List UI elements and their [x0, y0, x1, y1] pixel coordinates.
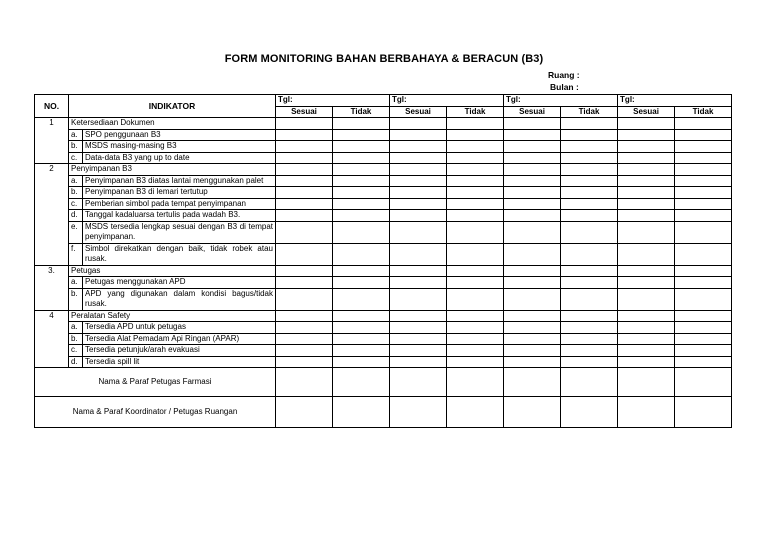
item-letter: b. [69, 333, 83, 345]
signature-cell[interactable] [561, 397, 618, 428]
check-cell[interactable] [561, 322, 618, 334]
check-cell[interactable] [390, 243, 447, 265]
date-header-3: Tgl: [504, 95, 618, 107]
check-cell[interactable] [276, 265, 333, 277]
check-cell[interactable] [504, 322, 561, 334]
item-text: Petugas menggunakan APD [83, 277, 276, 289]
indicator-item-row [35, 210, 732, 222]
item-letter: a. [69, 129, 83, 141]
check-cell[interactable] [618, 310, 675, 322]
check-cell[interactable] [276, 356, 333, 368]
check-cell[interactable] [447, 118, 504, 130]
check-cell[interactable] [561, 356, 618, 368]
tidak-header: Tidak [447, 106, 504, 118]
tidak-header: Tidak [333, 106, 390, 118]
check-cell[interactable] [447, 187, 504, 199]
date-header-2: Tgl: [390, 95, 504, 107]
signature-cell[interactable] [675, 368, 732, 397]
check-cell[interactable] [561, 345, 618, 357]
check-cell[interactable] [390, 277, 447, 289]
check-cell[interactable] [561, 187, 618, 199]
check-cell[interactable] [333, 187, 390, 199]
check-cell[interactable] [504, 243, 561, 265]
check-cell[interactable] [675, 310, 732, 322]
check-cell[interactable] [333, 243, 390, 265]
check-cell[interactable] [561, 175, 618, 187]
check-cell[interactable] [390, 210, 447, 222]
check-cell[interactable] [561, 288, 618, 310]
item-text: Penyimpanan B3 diatas lantai menggunakan palet [83, 175, 276, 187]
indicator-item-row [35, 322, 732, 334]
check-cell[interactable] [276, 187, 333, 199]
item-letter: b. [69, 187, 83, 199]
check-cell[interactable] [333, 210, 390, 222]
indicator-item-row [35, 129, 732, 141]
check-cell[interactable] [504, 333, 561, 345]
check-cell[interactable] [333, 356, 390, 368]
indicator-item-row [35, 141, 732, 153]
check-cell[interactable] [333, 129, 390, 141]
check-cell[interactable] [561, 333, 618, 345]
signature-cell[interactable] [390, 397, 447, 428]
check-cell[interactable] [390, 187, 447, 199]
check-cell[interactable] [447, 221, 504, 243]
item-text: Data-data B3 yang up to date [83, 152, 276, 164]
check-cell[interactable] [333, 141, 390, 153]
check-cell[interactable] [504, 288, 561, 310]
check-cell[interactable] [276, 345, 333, 357]
group-number: 1 [35, 118, 69, 164]
check-cell[interactable] [675, 152, 732, 164]
check-cell[interactable] [675, 265, 732, 277]
check-cell[interactable] [675, 288, 732, 310]
check-cell[interactable] [333, 221, 390, 243]
check-cell[interactable] [276, 152, 333, 164]
signature-cell[interactable] [276, 368, 333, 397]
check-cell[interactable] [561, 198, 618, 210]
item-letter: a. [69, 322, 83, 334]
check-cell[interactable] [447, 129, 504, 141]
check-cell[interactable] [675, 175, 732, 187]
check-cell[interactable] [504, 210, 561, 222]
indicator-item-row [35, 198, 732, 210]
check-cell[interactable] [618, 356, 675, 368]
check-cell[interactable] [561, 310, 618, 322]
check-cell[interactable] [390, 164, 447, 176]
group-number: 2 [35, 164, 69, 266]
check-cell[interactable] [390, 310, 447, 322]
check-cell[interactable] [675, 210, 732, 222]
check-cell[interactable] [504, 310, 561, 322]
check-cell[interactable] [333, 164, 390, 176]
check-cell[interactable] [618, 175, 675, 187]
check-cell[interactable] [447, 322, 504, 334]
footer-petugas-farmasi: Nama & Paraf Petugas Farmasi [35, 368, 276, 397]
indicator-item-row [35, 152, 732, 164]
check-cell[interactable] [675, 141, 732, 153]
check-cell[interactable] [675, 164, 732, 176]
check-cell[interactable] [618, 265, 675, 277]
check-cell[interactable] [504, 221, 561, 243]
indicator-item-row [35, 345, 732, 357]
check-cell[interactable] [447, 310, 504, 322]
sesuai-header: Sesuai [276, 106, 333, 118]
check-cell[interactable] [675, 345, 732, 357]
check-cell[interactable] [561, 221, 618, 243]
check-cell[interactable] [447, 152, 504, 164]
check-cell[interactable] [276, 277, 333, 289]
check-cell[interactable] [675, 129, 732, 141]
check-cell[interactable] [618, 221, 675, 243]
check-cell[interactable] [447, 164, 504, 176]
check-cell[interactable] [333, 198, 390, 210]
form-title: FORM MONITORING BAHAN BERBAHAYA & BERACUN (B3) [224, 53, 544, 65]
signature-cell[interactable] [390, 368, 447, 397]
check-cell[interactable] [504, 118, 561, 130]
check-cell[interactable] [276, 310, 333, 322]
check-cell[interactable] [276, 243, 333, 265]
check-cell[interactable] [447, 333, 504, 345]
signature-cell[interactable] [504, 368, 561, 397]
check-cell[interactable] [447, 345, 504, 357]
group-title: Ketersediaan Dokumen [69, 118, 276, 130]
check-cell[interactable] [618, 198, 675, 210]
check-cell[interactable] [504, 198, 561, 210]
item-letter: a. [69, 175, 83, 187]
item-text: Tersedia APD untuk petugas [83, 322, 276, 334]
check-cell[interactable] [504, 356, 561, 368]
check-cell[interactable] [675, 277, 732, 289]
check-cell[interactable] [390, 265, 447, 277]
check-cell[interactable] [447, 265, 504, 277]
item-letter: c. [69, 152, 83, 164]
check-cell[interactable] [675, 221, 732, 243]
check-cell[interactable] [618, 129, 675, 141]
check-cell[interactable] [276, 333, 333, 345]
signature-cell[interactable] [447, 368, 504, 397]
item-letter: e. [69, 221, 83, 243]
group-title: Peralatan Safety [69, 310, 276, 322]
check-cell[interactable] [390, 322, 447, 334]
check-cell[interactable] [390, 175, 447, 187]
sesuai-header: Sesuai [618, 106, 675, 118]
check-cell[interactable] [390, 198, 447, 210]
check-cell[interactable] [504, 129, 561, 141]
sesuai-header: Sesuai [504, 106, 561, 118]
indicator-item-row [35, 187, 732, 199]
check-cell[interactable] [447, 243, 504, 265]
item-letter: b. [69, 288, 83, 310]
check-cell[interactable] [333, 277, 390, 289]
group-title: Penyimpanan B3 [69, 164, 276, 176]
check-cell[interactable] [561, 118, 618, 130]
signature-cell[interactable] [276, 397, 333, 428]
check-cell[interactable] [504, 345, 561, 357]
check-cell[interactable] [561, 129, 618, 141]
check-cell[interactable] [390, 141, 447, 153]
item-text: Tersedia Alat Pemadam Api Ringan (APAR) [83, 333, 276, 345]
item-text: SPO penggunaan B3 [83, 129, 276, 141]
check-cell[interactable] [561, 277, 618, 289]
signature-cell[interactable] [504, 397, 561, 428]
check-cell[interactable] [447, 141, 504, 153]
check-cell[interactable] [276, 288, 333, 310]
item-text: Tersedia spill lit [83, 356, 276, 368]
check-cell[interactable] [504, 175, 561, 187]
check-cell[interactable] [276, 118, 333, 130]
footer-koordinator: Nama & Paraf Koordinator / Petugas Ruangan [35, 397, 276, 428]
check-cell[interactable] [618, 333, 675, 345]
item-text: APD yang digunakan dalam kondisi bagus/tidak rusak. [83, 288, 276, 310]
item-text: MSDS masing-masing B3 [83, 141, 276, 153]
check-cell[interactable] [333, 118, 390, 130]
check-cell[interactable] [675, 198, 732, 210]
check-cell[interactable] [675, 333, 732, 345]
check-cell[interactable] [447, 198, 504, 210]
check-cell[interactable] [276, 198, 333, 210]
check-cell[interactable] [561, 210, 618, 222]
check-cell[interactable] [333, 345, 390, 357]
date-header-1: Tgl: [276, 95, 390, 107]
bulan-label: Bulan : [550, 82, 579, 92]
tidak-header: Tidak [675, 106, 732, 118]
check-cell[interactable] [276, 322, 333, 334]
check-cell[interactable] [276, 175, 333, 187]
check-cell[interactable] [447, 288, 504, 310]
tidak-header: Tidak [561, 106, 618, 118]
check-cell[interactable] [561, 164, 618, 176]
indicator-group-row [35, 118, 732, 130]
check-cell[interactable] [675, 356, 732, 368]
item-letter: d. [69, 356, 83, 368]
check-cell[interactable] [561, 265, 618, 277]
item-letter: c. [69, 198, 83, 210]
check-cell[interactable] [504, 265, 561, 277]
check-cell[interactable] [447, 210, 504, 222]
date-header-4: Tgl: [618, 95, 732, 107]
monitoring-table [34, 94, 732, 428]
check-cell[interactable] [618, 187, 675, 199]
item-letter: d. [69, 210, 83, 222]
check-cell[interactable] [504, 187, 561, 199]
check-cell[interactable] [675, 243, 732, 265]
indicator-group-row [35, 164, 732, 176]
check-cell[interactable] [390, 345, 447, 357]
indicator-item-row [35, 175, 732, 187]
ruang-label: Ruang : [548, 70, 580, 80]
check-cell[interactable] [390, 152, 447, 164]
check-cell[interactable] [504, 152, 561, 164]
check-cell[interactable] [276, 221, 333, 243]
item-letter: f. [69, 243, 83, 265]
check-cell[interactable] [333, 152, 390, 164]
indicator-item-row [35, 277, 732, 289]
check-cell[interactable] [390, 129, 447, 141]
check-cell[interactable] [390, 333, 447, 345]
header-indikator: INDIKATOR [69, 95, 276, 118]
check-cell[interactable] [390, 118, 447, 130]
indicator-item-row [35, 221, 732, 243]
indicator-item-row [35, 333, 732, 345]
check-cell[interactable] [618, 210, 675, 222]
signature-cell[interactable] [333, 368, 390, 397]
item-text: Simbol direkatkan dengan baik, tidak robek atau rusak. [83, 243, 276, 265]
check-cell[interactable] [333, 175, 390, 187]
item-text: Tersedia petunjuk/arah evakuasi [83, 345, 276, 357]
indicator-item-row [35, 356, 732, 368]
check-cell[interactable] [561, 243, 618, 265]
signature-cell[interactable] [333, 397, 390, 428]
signature-cell[interactable] [618, 397, 675, 428]
item-text: Tanggal kadaluarsa tertulis pada wadah B3. [83, 210, 276, 222]
signature-cell[interactable] [618, 368, 675, 397]
indicator-group-row [35, 310, 732, 322]
indicator-item-row [35, 288, 732, 310]
check-cell[interactable] [390, 288, 447, 310]
signature-cell[interactable] [447, 397, 504, 428]
sesuai-header: Sesuai [390, 106, 447, 118]
signature-cell[interactable] [675, 397, 732, 428]
check-cell[interactable] [333, 322, 390, 334]
signature-cell[interactable] [561, 368, 618, 397]
check-cell[interactable] [333, 310, 390, 322]
check-cell[interactable] [675, 118, 732, 130]
item-letter: b. [69, 141, 83, 153]
item-text: Penyimpanan B3 di lemari tertutup [83, 187, 276, 199]
check-cell[interactable] [618, 277, 675, 289]
check-cell[interactable] [447, 356, 504, 368]
check-cell[interactable] [390, 221, 447, 243]
group-title: Petugas [69, 265, 276, 277]
item-letter: a. [69, 277, 83, 289]
indicator-group-row [35, 265, 732, 277]
check-cell[interactable] [561, 141, 618, 153]
check-cell[interactable] [618, 243, 675, 265]
check-cell[interactable] [447, 175, 504, 187]
item-text: Pemberian simbol pada tempat penyimpanan [83, 198, 276, 210]
check-cell[interactable] [618, 141, 675, 153]
check-cell[interactable] [675, 187, 732, 199]
check-cell[interactable] [504, 141, 561, 153]
group-number: 3. [35, 265, 69, 310]
header-no: NO. [35, 95, 69, 118]
check-cell[interactable] [390, 356, 447, 368]
check-cell[interactable] [618, 322, 675, 334]
check-cell[interactable] [333, 265, 390, 277]
check-cell[interactable] [561, 152, 618, 164]
item-text: MSDS tersedia lengkap sesuai dengan B3 di tempat penyimpanan. [83, 221, 276, 243]
group-number: 4 [35, 310, 69, 368]
check-cell[interactable] [618, 288, 675, 310]
item-letter: c. [69, 345, 83, 357]
check-cell[interactable] [276, 141, 333, 153]
check-cell[interactable] [447, 277, 504, 289]
check-cell[interactable] [618, 164, 675, 176]
check-cell[interactable] [504, 164, 561, 176]
check-cell[interactable] [618, 152, 675, 164]
check-cell[interactable] [675, 322, 732, 334]
check-cell[interactable] [276, 164, 333, 176]
check-cell[interactable] [276, 210, 333, 222]
check-cell[interactable] [333, 333, 390, 345]
check-cell[interactable] [276, 129, 333, 141]
indicator-item-row [35, 243, 732, 265]
check-cell[interactable] [618, 118, 675, 130]
check-cell[interactable] [504, 277, 561, 289]
check-cell[interactable] [333, 288, 390, 310]
check-cell[interactable] [618, 345, 675, 357]
